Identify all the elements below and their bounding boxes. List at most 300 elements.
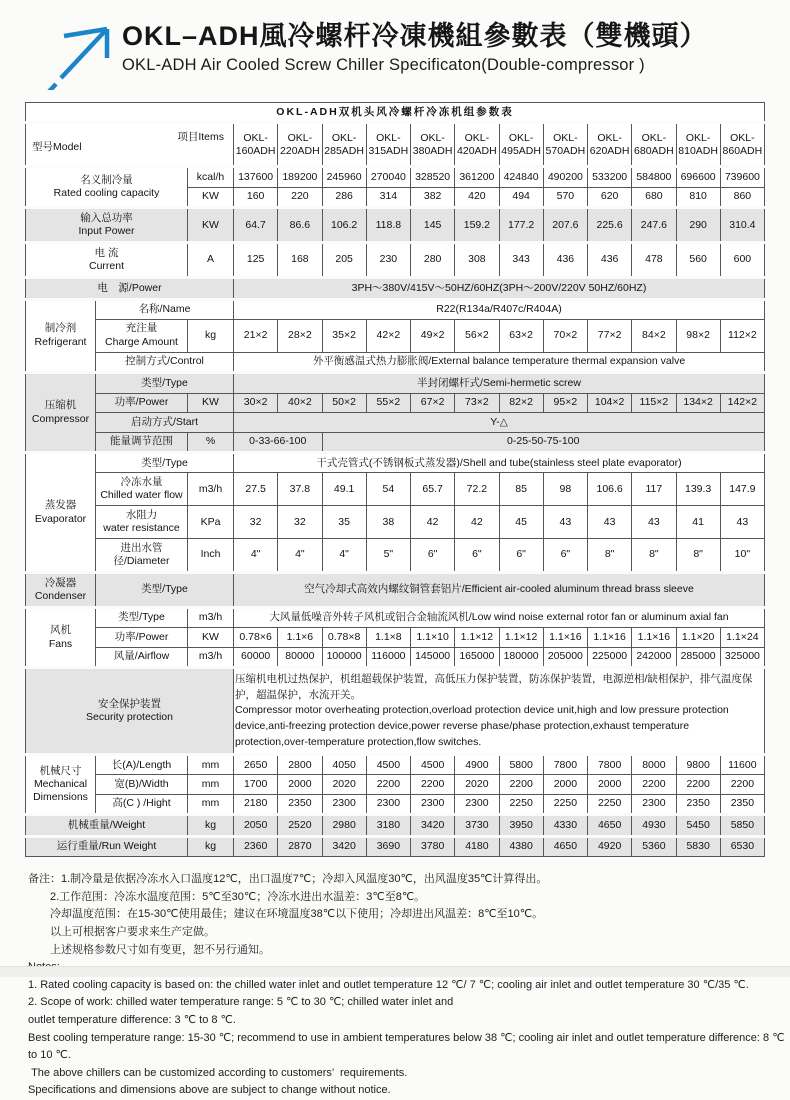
- capacity-kcal-row: [26, 167, 765, 187]
- value-cell: 1.1×10: [411, 628, 455, 647]
- compressor-power-label: 功率/Power: [96, 393, 188, 412]
- page-title-chinese: OKL–ADH風冷螺杆冷凍機組參數表（雙機頭）: [122, 21, 708, 51]
- value-cell: 180000: [499, 647, 543, 667]
- capacity-label-en: Rated cooling capacity: [53, 187, 160, 200]
- value-cell: 142×2: [720, 393, 764, 412]
- value-cell: 382: [411, 187, 455, 207]
- table-title: OKL-ADH双机头风冷螺杆冷冻机组参数表: [26, 103, 765, 123]
- value-cell: OKL- 495ADH: [499, 123, 543, 167]
- diameter-unit: Inch: [188, 539, 234, 573]
- capacity-label: [26, 167, 188, 208]
- value-cell: 343: [499, 243, 543, 278]
- value-cell: 177.2: [499, 208, 543, 243]
- value-cell: 77×2: [588, 319, 632, 352]
- value-cell: 100000: [322, 647, 366, 667]
- value-cell: 32: [278, 506, 322, 539]
- security-label-cn: 安全保护装置: [98, 697, 161, 710]
- value-cell: 4": [322, 539, 366, 573]
- model-header-row: [26, 123, 765, 167]
- value-cell: 2180: [234, 794, 278, 814]
- note-line: 备注：1.制冷量是依据冷冻水入口温度12℃，出口温度7℃；冷却入风温度30℃，出风温度35℃计算得出。: [28, 873, 548, 886]
- condenser-section: [26, 573, 765, 608]
- value-cell: 478: [632, 243, 676, 278]
- compressor-group-en: Compressor: [31, 412, 90, 425]
- evaporator-group-en: Evaporator: [34, 512, 87, 525]
- value-cell: 35: [322, 506, 366, 539]
- value-cell: 205: [322, 243, 366, 278]
- notes-block: [28, 871, 790, 1100]
- value-cell: 21×2: [234, 319, 278, 352]
- page-titles: [122, 14, 708, 75]
- page-title-english: OKL-ADH Air Cooled Screw Chiller Specificaton(Double-compressor ): [122, 55, 645, 74]
- value-cell: 42: [455, 506, 499, 539]
- value-cell: 49×2: [411, 319, 455, 352]
- value-cell: 286: [322, 187, 366, 207]
- energy-range-label: 能量调节范围: [96, 432, 188, 452]
- compressor-type-label: 类型/Type: [96, 373, 234, 393]
- value-cell: 328520: [411, 167, 455, 187]
- refrigerant-group-en: Refrigerant: [34, 335, 87, 348]
- value-cell: 98: [543, 473, 587, 506]
- capacity-section: [26, 167, 765, 208]
- fan-power-row: [26, 628, 765, 647]
- note-line: Best cooling temperature range: 15-30 ℃; recommend to use in ambient temperatures below 38 ℃; cooling air inlet and outlet temperature difference: 8 ℃ to 10 ℃.: [28, 1031, 788, 1062]
- value-cell: 117: [632, 473, 676, 506]
- value-cell: 73×2: [455, 393, 499, 412]
- value-cell: 424840: [499, 167, 543, 187]
- chilled-water-flow-unit: m3/h: [188, 473, 234, 506]
- value-cell: 6": [499, 539, 543, 573]
- value-cell: 85: [499, 473, 543, 506]
- width-row: [26, 775, 765, 794]
- value-cell: 118.8: [366, 208, 410, 243]
- dimensions-section: [26, 755, 765, 815]
- value-cell: 860: [720, 187, 764, 207]
- value-cell: 4650: [543, 836, 587, 856]
- arrow-up-right-icon: [34, 16, 116, 90]
- evaporator-group-cn: 蒸发器: [44, 499, 77, 512]
- input-power-unit: KW: [188, 208, 234, 243]
- note-line: 上述规格参数尺寸如有变更，恕不另行通知。: [28, 943, 270, 956]
- value-cell: 533200: [588, 167, 632, 187]
- value-cell: 1.1×20: [676, 628, 720, 647]
- capacity-label-cn: 名义制冷量: [80, 173, 133, 186]
- input-power-label-cn: 输入总功率: [80, 211, 133, 224]
- value-cell: 1.1×16: [632, 628, 676, 647]
- value-cell: 30×2: [234, 393, 278, 412]
- value-cell: 63×2: [499, 319, 543, 352]
- value-cell: 2300: [366, 794, 410, 814]
- value-cell: OKL- 380ADH: [411, 123, 455, 167]
- energy-range-unit: %: [188, 432, 234, 452]
- value-cell: 50×2: [322, 393, 366, 412]
- value-cell: 2200: [676, 775, 720, 794]
- value-cell: 2000: [543, 775, 587, 794]
- value-cell: 104×2: [588, 393, 632, 412]
- note-line: 2.工作范围：冷冻水温度范围：5℃至30℃；冷冻水进出水温差：3℃至8℃。: [28, 890, 426, 903]
- value-cell: 5": [366, 539, 410, 573]
- diameter-label: 进出水管径/Diameter: [96, 539, 188, 573]
- value-cell: 1.1×16: [543, 628, 587, 647]
- fans-group-en: Fans: [48, 637, 73, 650]
- refrigerant-name-label: 名称/Name: [96, 299, 234, 319]
- value-cell: 32: [234, 506, 278, 539]
- value-cell: 2000: [588, 775, 632, 794]
- evaporator-type-label: 类型/Type: [96, 453, 234, 473]
- input-power-label: [26, 208, 188, 243]
- value-cell: 72.2: [455, 473, 499, 506]
- energy-range-row: [26, 432, 765, 452]
- value-cell: 54: [366, 473, 410, 506]
- value-cell: 494: [499, 187, 543, 207]
- value-cell: 2350: [720, 794, 764, 814]
- value-cell: 810: [676, 187, 720, 207]
- value-cell: 247.6: [632, 208, 676, 243]
- value-cell: 225000: [588, 647, 632, 667]
- input-power-section: [26, 208, 765, 243]
- refrigerant-group-cn: 制冷剂: [44, 322, 77, 335]
- value-cell: 230: [366, 243, 410, 278]
- value-cell: 0.78×8: [322, 628, 366, 647]
- value-cell: 98×2: [676, 319, 720, 352]
- table-header-section: [26, 123, 765, 167]
- value-cell: 8": [588, 539, 632, 573]
- refrigerant-name-row: [26, 299, 765, 319]
- value-cell: 2200: [411, 775, 455, 794]
- compressor-start-label: 启动方式/Start: [96, 413, 234, 432]
- current-row: [26, 243, 765, 278]
- value-cell: 2300: [632, 794, 676, 814]
- height-unit: mm: [188, 794, 234, 814]
- width-unit: mm: [188, 775, 234, 794]
- condenser-group-label: [26, 573, 96, 608]
- value-cell: 60000: [234, 647, 278, 667]
- value-cell: 2250: [588, 794, 632, 814]
- value-cell: 220: [278, 187, 322, 207]
- page-header: [34, 14, 790, 90]
- value-cell: 4330: [543, 815, 587, 836]
- value-cell: 7800: [543, 755, 587, 775]
- page-bottom-strip: [0, 966, 790, 977]
- value-cell: 38: [366, 506, 410, 539]
- compressor-power-unit: KW: [188, 393, 234, 412]
- value-cell: 41: [676, 506, 720, 539]
- value-cell: 3180: [366, 815, 410, 836]
- value-cell: 95×2: [543, 393, 587, 412]
- value-cell: 4500: [366, 755, 410, 775]
- fans-section: [26, 607, 765, 667]
- value-cell: 64.7: [234, 208, 278, 243]
- fan-power-unit: KW: [188, 628, 234, 647]
- refrigerant-group-label: [26, 299, 96, 373]
- value-cell: 8": [632, 539, 676, 573]
- value-cell: 290: [676, 208, 720, 243]
- input-power-label-en: Input Power: [78, 225, 135, 238]
- value-cell: 67×2: [411, 393, 455, 412]
- value-cell: 2200: [366, 775, 410, 794]
- value-cell: 3780: [411, 836, 455, 856]
- weight-section: [26, 815, 765, 836]
- refrigerant-name-value: R22(R134a/R407c/R404A): [234, 299, 765, 319]
- power-supply-value: 3PH～380V/415V～50HZ/60HZ(3PH～200V/220V 50HZ/60HZ): [234, 278, 765, 299]
- value-cell: 314: [366, 187, 410, 207]
- value-cell: 1.1×24: [720, 628, 764, 647]
- charge-label-en: Charge Amount: [105, 335, 178, 348]
- value-cell: 280: [411, 243, 455, 278]
- value-cell: 600: [720, 243, 764, 278]
- value-cell: 2250: [543, 794, 587, 814]
- value-cell: 2200: [720, 775, 764, 794]
- dimensions-group-en: Mechanical Dimensions: [33, 777, 88, 804]
- value-cell: 9800: [676, 755, 720, 775]
- fan-airflow-row: [26, 647, 765, 667]
- value-cell: 1.1×12: [455, 628, 499, 647]
- value-cell: 570: [543, 187, 587, 207]
- value-cell: 225.6: [588, 208, 632, 243]
- power-supply-row: [26, 278, 765, 299]
- value-cell: 2020: [455, 775, 499, 794]
- note-line: 以上可根据客户要求来生产定做。: [28, 925, 215, 938]
- value-cell: 5360: [632, 836, 676, 856]
- value-cell: 361200: [455, 167, 499, 187]
- value-cell: 285000: [676, 647, 720, 667]
- value-cell: 37.8: [278, 473, 322, 506]
- note-line: outlet temperature difference: 3 ℃ to 8 ℃.: [28, 1013, 236, 1026]
- value-cell: 4500: [411, 755, 455, 775]
- value-cell: 86.6: [278, 208, 322, 243]
- value-cell: 620: [588, 187, 632, 207]
- compressor-group-cn: 压缩机: [44, 399, 77, 412]
- length-label: 长(A)/Length: [96, 755, 188, 775]
- value-cell: 242000: [632, 647, 676, 667]
- current-label-cn: 电 流: [94, 246, 119, 259]
- value-cell: 4650: [588, 815, 632, 836]
- value-cell: 739600: [720, 167, 764, 187]
- value-cell: 584800: [632, 167, 676, 187]
- run-weight-section: [26, 836, 765, 856]
- condenser-group-cn: 冷凝器: [44, 576, 77, 589]
- value-cell: OKL- 680ADH: [632, 123, 676, 167]
- value-cell: 159.2: [455, 208, 499, 243]
- value-cell: 40×2: [278, 393, 322, 412]
- control-label: 控制方式/Control: [96, 352, 234, 372]
- note-line: The above chillers can be customized according to customers’ requirements.: [28, 1066, 408, 1079]
- diameter-row: [26, 539, 765, 573]
- water-resistance-unit: KPa: [188, 506, 234, 539]
- fans-group-label: [26, 607, 96, 667]
- value-cell: 696600: [676, 167, 720, 187]
- length-row: [26, 755, 765, 775]
- value-cell: 436: [588, 243, 632, 278]
- value-cell: 2520: [278, 815, 322, 836]
- note-line: Specifications and dimensions above are subject to change without notice.: [28, 1084, 391, 1097]
- value-cell: 134×2: [676, 393, 720, 412]
- compressor-start-value: Y-△: [234, 413, 765, 432]
- value-cell: 112×2: [720, 319, 764, 352]
- value-cell: 2300: [322, 794, 366, 814]
- weight-label: 机械重量/Weight: [26, 815, 188, 836]
- value-cell: 3420: [411, 815, 455, 836]
- value-cell: 680: [632, 187, 676, 207]
- run-weight-unit: kg: [188, 836, 234, 856]
- value-cell: 4180: [455, 836, 499, 856]
- spec-table: [25, 102, 765, 857]
- energy-range-value-1: 0-33-66-100: [234, 432, 323, 452]
- height-row: [26, 794, 765, 814]
- table-title-section: [26, 103, 765, 123]
- value-cell: 125: [234, 243, 278, 278]
- value-cell: 2300: [455, 794, 499, 814]
- value-cell: 3730: [455, 815, 499, 836]
- evaporator-section: [26, 453, 765, 573]
- value-cell: 270040: [366, 167, 410, 187]
- value-cell: 27.5: [234, 473, 278, 506]
- value-cell: 115×2: [632, 393, 676, 412]
- value-cell: 5850: [720, 815, 764, 836]
- run-weight-row: [26, 836, 765, 856]
- notes-chinese: [28, 871, 790, 959]
- length-unit: mm: [188, 755, 234, 775]
- value-cell: 70×2: [543, 319, 587, 352]
- value-cell: 2350: [278, 794, 322, 814]
- value-cell: OKL- 220ADH: [278, 123, 322, 167]
- width-label: 宽(B)/Width: [96, 775, 188, 794]
- security-row: [26, 668, 765, 755]
- power-supply-section: [26, 278, 765, 299]
- value-cell: 2050: [234, 815, 278, 836]
- condenser-type-value: 空气冷却式高效内螺纹铜管套铝片/Efficient air-cooled aluminum thread brass sleeve: [234, 573, 765, 608]
- fan-type-unit: m3/h: [188, 607, 234, 627]
- value-cell: 3690: [366, 836, 410, 856]
- value-cell: 147.9: [720, 473, 764, 506]
- charge-amount-unit: kg: [188, 319, 234, 352]
- value-cell: 2200: [632, 775, 676, 794]
- value-cell: 5450: [676, 815, 720, 836]
- current-label: [26, 243, 188, 278]
- value-cell: 80000: [278, 647, 322, 667]
- value-cell: 55×2: [366, 393, 410, 412]
- value-cell: 490200: [543, 167, 587, 187]
- value-cell: 2350: [676, 794, 720, 814]
- security-content: [234, 668, 765, 755]
- value-cell: 8": [676, 539, 720, 573]
- value-cell: 2980: [322, 815, 366, 836]
- value-cell: 84×2: [632, 319, 676, 352]
- charge-amount-label: [96, 319, 188, 352]
- value-cell: 3950: [499, 815, 543, 836]
- security-text-cn: 压缩机电机过热保护，机组超载保护装置，高低压力保护装置，防冻保护装置，电源逆相/缺相保护，排气温度保护，超温保护，水流开关。: [235, 672, 753, 701]
- value-cell: 245960: [322, 167, 366, 187]
- charge-amount-row: [26, 319, 765, 352]
- fan-type-row: [26, 607, 765, 627]
- value-cell: 106.2: [322, 208, 366, 243]
- fans-group-cn: 风机: [50, 624, 71, 637]
- energy-range-value-2: 0-25-50-75-100: [322, 432, 765, 452]
- weight-row: [26, 815, 765, 836]
- value-cell: 2300: [411, 794, 455, 814]
- corner-items-label: 项目Items: [177, 131, 224, 144]
- value-cell: 6530: [720, 836, 764, 856]
- value-cell: 145: [411, 208, 455, 243]
- value-cell: 560: [676, 243, 720, 278]
- value-cell: 1.1×8: [366, 628, 410, 647]
- value-cell: 35×2: [322, 319, 366, 352]
- value-cell: 4": [278, 539, 322, 573]
- security-section: [26, 668, 765, 755]
- value-cell: 4920: [588, 836, 632, 856]
- value-cell: 49.1: [322, 473, 366, 506]
- value-cell: 82×2: [499, 393, 543, 412]
- value-cell: OKL- 620ADH: [588, 123, 632, 167]
- corner-cell: [26, 123, 234, 167]
- value-cell: 116000: [366, 647, 410, 667]
- evaporator-type-value: 干式壳管式(不锈钢板式蒸发器)/Shell and tube(stainless steel plate evaporator): [234, 453, 765, 473]
- value-cell: 145000: [411, 647, 455, 667]
- refrigerant-section: [26, 299, 765, 373]
- value-cell: 325000: [720, 647, 764, 667]
- capacity-unit-kcal: kcal/h: [188, 167, 234, 187]
- value-cell: 2020: [322, 775, 366, 794]
- note-line: 冷却温度范围：在15-30℃使用最佳；建议在环境温度38℃以下使用；冷却进出风温差：8℃至10℃。: [28, 908, 544, 921]
- value-cell: 10": [720, 539, 764, 573]
- value-cell: 6": [543, 539, 587, 573]
- water-resistance-label: [96, 506, 188, 539]
- value-cell: 42×2: [366, 319, 410, 352]
- fan-type-label: 类型/Type: [96, 607, 188, 627]
- value-cell: 7800: [588, 755, 632, 775]
- value-cell: OKL- 285ADH: [322, 123, 366, 167]
- condenser-type-row: [26, 573, 765, 608]
- condenser-type-label: 类型/Type: [96, 573, 234, 608]
- dimensions-group-label: [26, 755, 96, 815]
- value-cell: 2650: [234, 755, 278, 775]
- flow-label-en: Chilled water flow: [100, 489, 183, 502]
- power-supply-label: 电 源/Power: [26, 278, 234, 299]
- value-cell: 160: [234, 187, 278, 207]
- dimensions-group-cn: 机械尺寸: [39, 764, 82, 777]
- control-value: 外平衡感温式热力膨胀阀/External balance temperature thermal expansion valve: [234, 352, 765, 372]
- value-cell: 11600: [720, 755, 764, 775]
- security-text-en: Compressor motor overheating protection,overload protection device unit,high and low pressure protection device,anti-freezing protection device,power reverse phase/phase protection,exhaust temperature protection,over-temperature protection,flow switches.: [235, 704, 729, 748]
- value-cell: 43: [720, 506, 764, 539]
- charge-label-cn: 充注量: [125, 322, 158, 335]
- water-resistance-row: [26, 506, 765, 539]
- fan-airflow-unit: m3/h: [188, 647, 234, 667]
- compressor-group-label: [26, 373, 96, 453]
- evaporator-type-row: [26, 453, 765, 473]
- value-cell: 207.6: [543, 208, 587, 243]
- current-label-en: Current: [88, 260, 124, 273]
- value-cell: 4380: [499, 836, 543, 856]
- value-cell: 65.7: [411, 473, 455, 506]
- compressor-type-value: 半封闭螺杆式/Semi-hermetic screw: [234, 373, 765, 393]
- value-cell: 4930: [632, 815, 676, 836]
- value-cell: OKL- 160ADH: [234, 123, 278, 167]
- control-row: [26, 352, 765, 372]
- fan-type-value: 大风量低噪音外转子风机或铝合金轴流风机/Low wind noise external rotor fan or aluminum axial fan: [234, 607, 765, 627]
- flow-label-cn: 冷冻水量: [120, 475, 163, 488]
- value-cell: OKL- 570ADH: [543, 123, 587, 167]
- value-cell: 28×2: [278, 319, 322, 352]
- evaporator-group-label: [26, 453, 96, 573]
- fan-power-label: 功率/Power: [96, 628, 188, 647]
- security-label-en: Security protection: [86, 711, 173, 724]
- value-cell: 2360: [234, 836, 278, 856]
- value-cell: 168: [278, 243, 322, 278]
- note-line: 2. Scope of work: chilled water temperature range: 5 ℃ to 30 ℃; chilled water inlet and: [28, 996, 454, 1009]
- current-unit: A: [188, 243, 234, 278]
- height-label: 高(C ) /Hight: [96, 794, 188, 814]
